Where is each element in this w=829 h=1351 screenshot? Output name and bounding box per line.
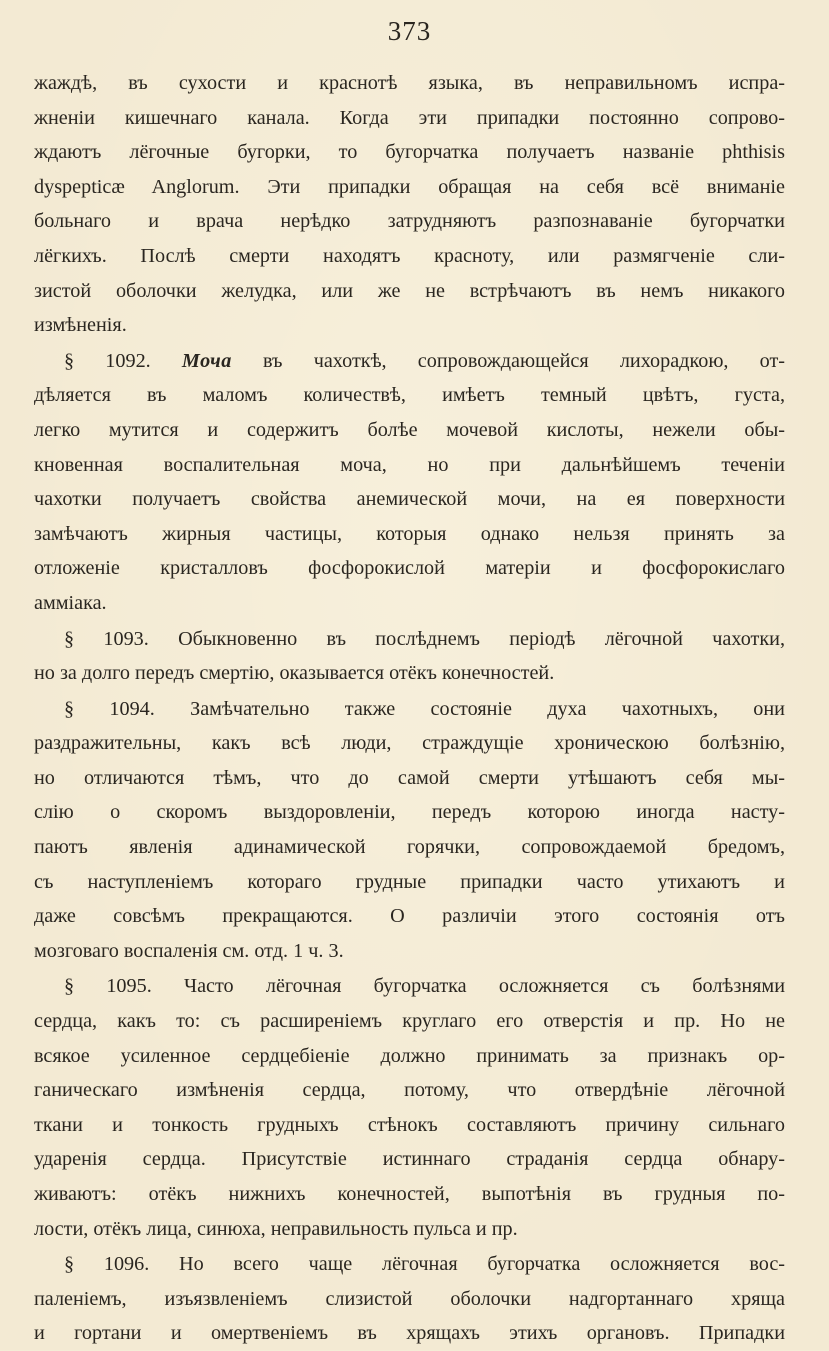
text-line: мозговаго воспаленія см. отд. 1 ч. 3. [34,939,344,962]
text-line: ударенія сердца. Присутствіе истиннаго страданія сердца обнару- [34,1148,785,1171]
text-line: чахотки получаетъ свойства анемической мочи, на ея поверхности [34,488,785,511]
text-line: сердца, какъ то: съ расширеніемъ круглаго его отверстія и пр. Но не [34,1010,785,1033]
text-line: раздражительны, какъ всѣ люди, страждущіе хроническою болѣзнію, [34,732,785,755]
text-line: измѣненія. [34,314,127,337]
text-line: жненіи кишечнаго канала. Когда эти припадки постоянно сопрово- [34,106,785,129]
text-line: ткани и тонкость грудныхъ стѣнокъ составляютъ причину сильнаго [34,1113,785,1136]
text-line: и гортани и омертвеніемъ въ хрящахъ этихъ органовъ. Припадки [34,1322,785,1345]
text-line: легко мутится и содержитъ болѣе мочевой кислоты, нежели обы- [34,418,785,441]
text-line: лости, отёкъ лица, синюха, неправильность пульса и пр. [34,1217,518,1240]
text-line: § 1093. Обыкновенно въ послѣднемъ періодѣ лёгочной чахотки, [64,627,785,650]
text-line: отложеніе кристалловъ фосфорокислой матеріи и фосфорокислаго [34,557,785,580]
paragraph-p1094 [34,692,785,969]
text-line: паленіемъ, изъязвленіемъ слизистой оболочки надгортаннаго хряща [34,1287,785,1310]
text-line: съ наступленіемъ котораго грудные припадки часто утихаютъ и [34,870,785,893]
text-line: § 1092. Моча въ чахоткѣ, сопровождающейся лихорадкою, от- [64,349,785,372]
text-line: ждаютъ лёгочные бугорки, то бугорчатка получаетъ названіе phthisis [34,141,785,164]
paragraph-p0 [34,66,785,343]
paragraph-p1093 [34,622,785,691]
text-line: даже совсѣмъ прекращаются. О различіи этого состоянія отъ [34,905,785,928]
text-line: но за долго передъ смертію, оказывается отёкъ конечностей. [34,662,555,685]
text-line: § 1094. Замѣчательно также состояніе духа чахотныхъ, они [64,697,785,720]
paragraph-p1092 [34,344,785,621]
text-line: § 1096. Но всего чаще лёгочная бугорчатка осложняется вос- [64,1253,785,1276]
text-line: кновенная воспалительная моча, но при дальнѣйшемъ теченіи [34,453,785,476]
text-line: § 1095. Часто лёгочная бугорчатка осложняется съ болѣзнями [64,975,785,998]
paragraph-p1096 [34,1247,785,1351]
text-line: лёгкихъ. Послѣ смерти находятъ красноту, или размягченіе сли- [34,244,785,267]
text-line: паютъ явленія адинамической горячки, сопровождаемой бредомъ, [34,836,785,859]
text-line: но отличаются тѣмъ, что до самой смерти утѣшаютъ себя мы- [34,766,785,789]
page-number: 373 [387,16,432,46]
text-line: всякое усиленное сердцебіеніе должно принимать за признакъ ор- [34,1044,785,1067]
text-line: жаждѣ, въ сухости и краснотѣ языка, въ неправильномъ испра- [34,72,785,94]
text-line: замѣчаютъ жирныя частицы, которыя однако нельзя принять за [34,522,785,545]
text-line: слію о скоромъ выздоровленіи, передъ которою иногда насту- [34,801,785,824]
text-line: дѣляется въ маломъ количествѣ, имѣетъ темный цвѣтъ, густа, [34,384,785,407]
text-line: живаютъ: отёкъ нижнихъ конечностей, выпотѣнія въ грудныя по- [34,1183,785,1205]
text-line: зистой оболочки желудка, или же не встрѣчаютъ въ немъ никакого [34,279,785,302]
text-line: аммiака. [34,591,107,614]
body-text [34,66,785,1351]
text-line: ганическаго измѣненія сердца, потому, что отвердѣніе лёгочной [34,1079,785,1102]
paragraph-p1095 [34,969,785,1246]
text-line: dyspepticæ Anglorum. Эти припадки обращая на себя всё вниманіе [34,175,785,198]
text-line: больнаго и врача нерѣдко затрудняютъ разпознаваніе бугорчатки [34,210,785,233]
